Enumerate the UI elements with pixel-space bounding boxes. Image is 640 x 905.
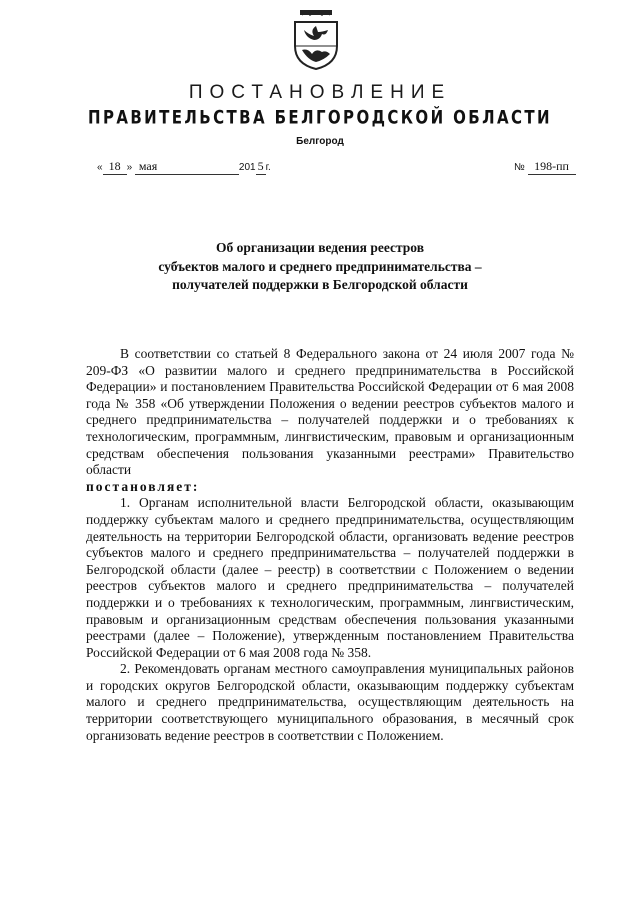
date-month: мая (135, 159, 239, 175)
body-paragraph-1: В соответствии со статьей 8 Федерального закона от 24 июля 2007 года № 209-ФЗ «О развитии малого и среднего предпринимательства в Российской Федерации» и постановлением Правительства Российской Федерации от 6 мая 2008 года № 358 «Об утверждении Положения о ведении реестров субъектов малого и среднего предпринимательства – получателей поддержки и о требованиях к технологическим, программным, лингвистическим, правовым и организационным средствам обеспечения пользования указанными реестрами» Правительство области (86, 346, 574, 478)
date-year-digit: 5 (257, 159, 264, 173)
date-year-suffix: г. (265, 162, 271, 173)
date-day: 18 (103, 159, 127, 175)
body-paragraph-2: 1. Органам исполнительной власти Белгородской области, оказывающим поддержку субъектам малого и среднего предпринимательства, осуществляющим деятельность на территории Белгородской области, организовать ведение реестров субъектов малого и среднего предпринимательства – получателей поддержки в Белгородской области (далее – реестр) в соответствии с Положением о ведении реестров субъектов малого и среднего предпринимательства – получателей поддержки и о требованиях к технологическим, программным, лингвистическим, правовым и организационным средствам обеспечения пользования указанными реестрами (далее – Положение), утвержденным постановлением Правительства Российской Федерации от 6 мая 2008 года № 358. (86, 495, 574, 660)
date-quote-close: » (126, 162, 133, 173)
document-body (86, 346, 574, 744)
number-label: № (514, 162, 525, 173)
heading-line-2: субъектов малого и среднего предпринимательства – (158, 258, 482, 274)
document-date (97, 159, 271, 175)
document-type-title: ПОСТАНОВЛЕНИЕ (188, 82, 452, 103)
document-number (514, 159, 576, 175)
number-value: 198-пп (528, 159, 576, 175)
heading-line-1: Об организации ведения реестров (215, 240, 425, 255)
date-quote-open: « (97, 162, 103, 173)
issuer-title: ПРАВИТЕЛЬСТВА БЕЛГОРОДСКОЙ ОБЛАСТИ (87, 105, 552, 129)
coat-of-arms-icon (290, 10, 342, 70)
document-heading (0, 239, 640, 295)
body-paragraph-3: 2. Рекомендовать органам местного самоуправления муниципальных районов и городских округов Белгородской области, оказывающим поддержку субъектам малого и среднего предпринимательства, осуществляющим деятельность на территории соответствующего муниципального образования, в месячный срок организовать ведение реестров в соответствии с Положением. (86, 661, 574, 743)
city-label: Белгород (296, 136, 344, 147)
postanovlyaet-label: постановляет: (86, 478, 200, 494)
heading-line-3: получателей поддержки в Белгородской области (172, 277, 468, 292)
date-year-prefix: 201 (238, 162, 256, 173)
